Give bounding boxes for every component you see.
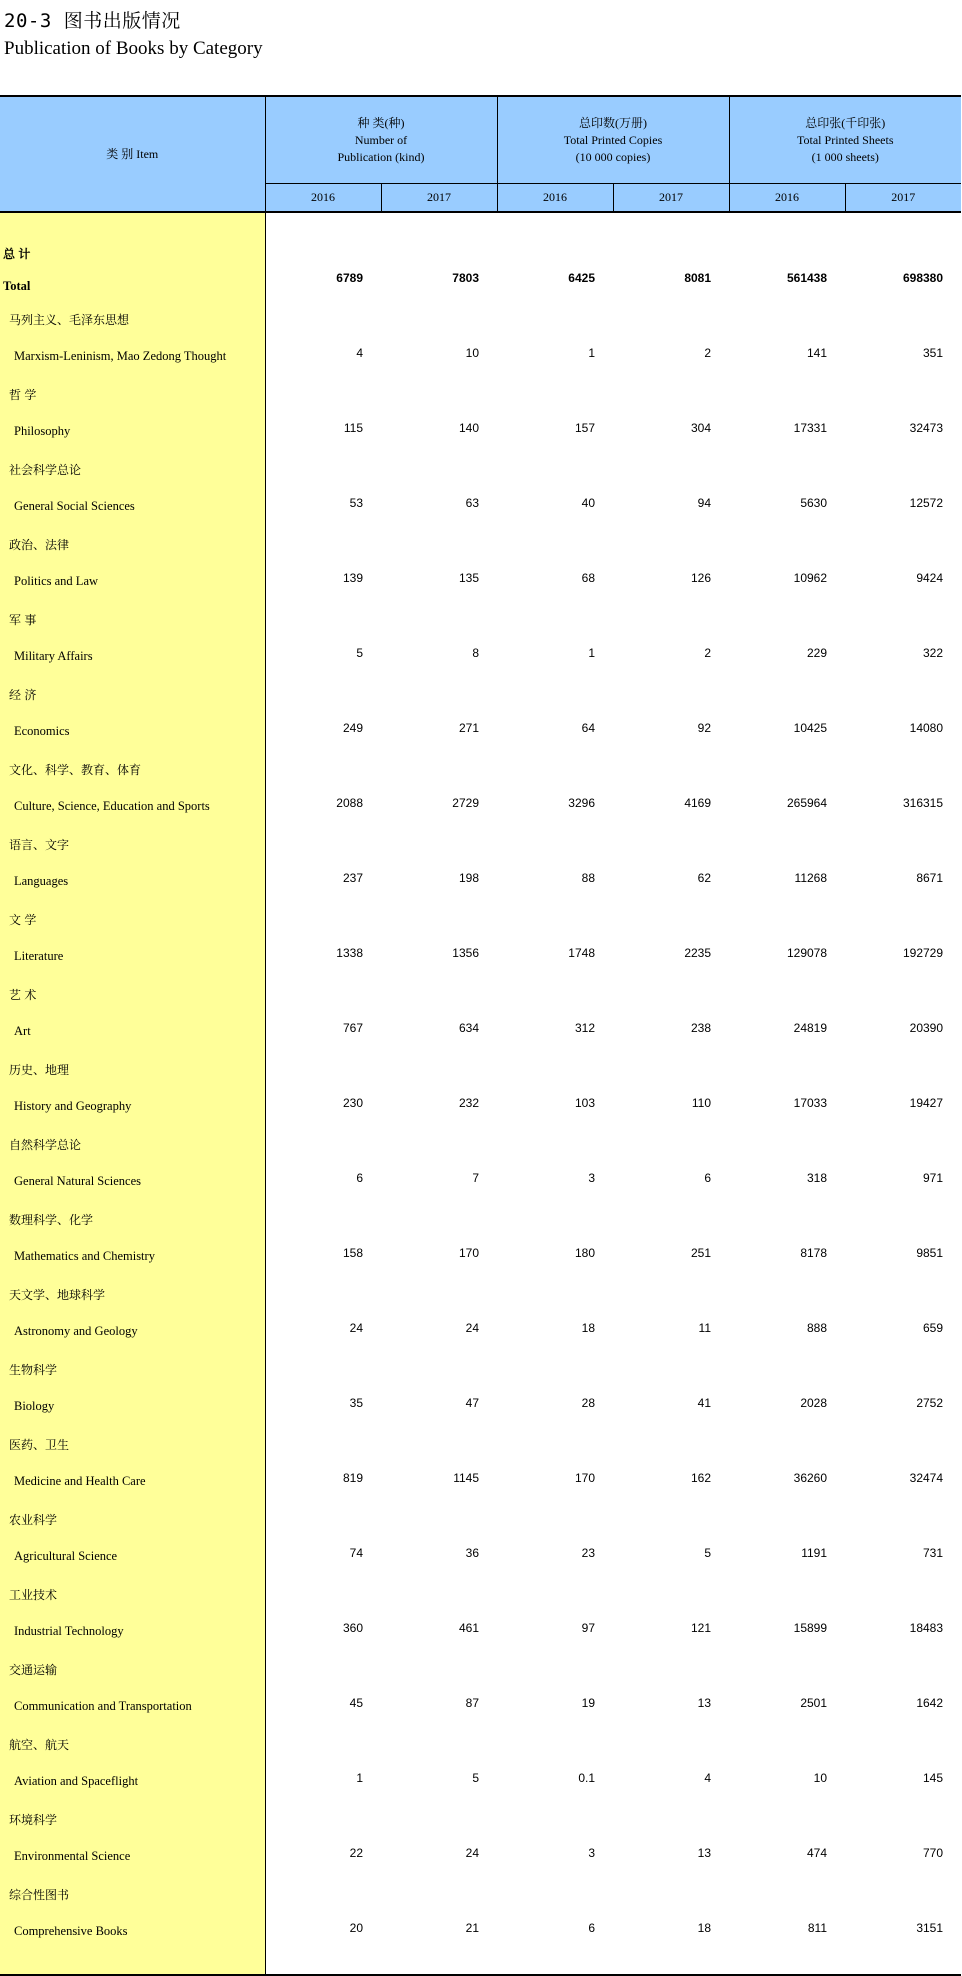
value-cell: 5 <box>704 1546 712 1560</box>
value-cell: 135 <box>458 571 479 585</box>
table-row <box>0 521 961 596</box>
value-cell: 770 <box>923 1846 944 1860</box>
value-cell: 24 <box>465 1846 479 1860</box>
value-cell: 10 <box>813 1771 828 1785</box>
value-cell: 162 <box>690 1471 712 1485</box>
value-cell: 6 <box>704 1171 712 1185</box>
category-label-en: Industrial Technology <box>14 1624 124 1638</box>
value-cell: 1191 <box>801 1546 828 1560</box>
value-cell: 3151 <box>916 1921 944 1935</box>
value-cell: 3296 <box>568 796 595 810</box>
value-cell: 19427 <box>909 1096 944 1110</box>
value-cell: 24819 <box>793 1021 828 1035</box>
value-cell: 4 <box>704 1771 712 1785</box>
category-label-cn: 哲 学 <box>9 388 37 402</box>
value-cell: 121 <box>690 1621 712 1635</box>
value-cell: 1 <box>588 646 595 660</box>
value-cell: 316315 <box>902 796 944 810</box>
table-row <box>0 1121 961 1196</box>
value-cell: 62 <box>697 871 712 885</box>
value-cell: 24 <box>465 1321 479 1335</box>
value-cell: 170 <box>574 1471 595 1485</box>
table-row <box>0 1046 961 1121</box>
category-label-en: History and Geography <box>14 1099 132 1113</box>
value-cell: 139 <box>342 571 363 585</box>
category-cell <box>0 1121 265 1196</box>
category-cell <box>0 1721 265 1796</box>
table-row <box>0 821 961 896</box>
value-cell: 312 <box>574 1021 595 1035</box>
value-cell: 2729 <box>452 796 479 810</box>
category-label-en: Comprehensive Books <box>14 1924 128 1938</box>
category-label-en: Medicine and Health Care <box>14 1474 146 1488</box>
header-label-en: Total Printed Copies <box>563 132 663 147</box>
value-cell: 20390 <box>909 1021 944 1035</box>
table-row <box>0 1871 961 1946</box>
table-row <box>0 296 961 371</box>
value-cell: 18 <box>697 1921 712 1935</box>
value-cell: 731 <box>923 1546 944 1560</box>
value-cell: 461 <box>458 1621 479 1635</box>
value-cell: 1642 <box>916 1696 944 1710</box>
category-label-en: Military Affairs <box>14 649 93 663</box>
category-label-en: Aviation and Spaceflight <box>14 1774 139 1788</box>
header-total-printed-sheets <box>729 96 961 184</box>
category-cell <box>0 521 265 596</box>
value-cell: 94 <box>697 496 712 510</box>
value-cell: 1338 <box>336 946 363 960</box>
value-cell: 23 <box>581 1546 595 1560</box>
value-cell-empty <box>613 1946 729 1975</box>
value-cell: 36260 <box>793 1471 828 1485</box>
table-title-chinese: 20-3 图书出版情况 <box>4 10 181 32</box>
value-cell: 87 <box>465 1696 479 1710</box>
category-label-en: Languages <box>14 874 69 888</box>
value-cell: 1 <box>588 346 595 360</box>
value-cell: 2 <box>704 646 712 660</box>
value-cell: 249 <box>342 721 363 735</box>
table-row <box>0 896 961 971</box>
value-cell: 180 <box>574 1246 595 1260</box>
value-cell: 271 <box>458 721 479 735</box>
category-cell <box>0 1196 265 1271</box>
header-label-cn: 总印数(万册) <box>579 115 647 130</box>
category-label-cn: 历史、地理 <box>9 1063 70 1077</box>
value-cell: 198 <box>458 871 479 885</box>
table-body <box>0 212 961 1975</box>
category-label-cn: 综合性图书 <box>9 1888 70 1902</box>
category-label-en: Communication and Transportation <box>14 1699 192 1713</box>
value-cell: 474 <box>806 1846 828 1860</box>
value-cell: 13 <box>697 1696 712 1710</box>
category-label-cn: 文 学 <box>9 913 37 927</box>
value-cell: 53 <box>349 496 363 510</box>
category-cell <box>0 212 265 296</box>
value-cell: 40 <box>581 496 595 510</box>
category-label-cn: 文化、科学、教育、体育 <box>9 763 142 777</box>
value-cell: 322 <box>923 646 944 660</box>
category-label-en: Art <box>14 1024 31 1038</box>
category-cell <box>0 1871 265 1946</box>
value-cell: 10962 <box>793 571 828 585</box>
value-cell: 41 <box>697 1396 712 1410</box>
value-cell-empty <box>265 1946 381 1975</box>
value-cell: 634 <box>458 1021 479 1035</box>
value-cell: 659 <box>923 1321 944 1335</box>
value-cell: 6425 <box>568 271 595 285</box>
value-cell: 15899 <box>793 1621 828 1635</box>
value-cell: 0.1 <box>578 1771 595 1785</box>
category-label-en: Agricultural Science <box>14 1549 118 1563</box>
category-label-en: Economics <box>14 724 70 738</box>
table-row <box>0 1796 961 1871</box>
table-title-english: Publication of Books by Category <box>4 38 263 59</box>
category-cell <box>0 1346 265 1421</box>
value-cell: 1 <box>356 1771 363 1785</box>
value-cell: 7 <box>472 1171 479 1185</box>
year-header: 2017 <box>613 184 729 213</box>
category-cell <box>0 971 265 1046</box>
value-cell: 3 <box>588 1171 595 1185</box>
table-row <box>0 1196 961 1271</box>
category-cell <box>0 821 265 896</box>
header-label-cn: 种 类(种) <box>357 115 405 130</box>
category-label-en: Astronomy and Geology <box>14 1324 138 1338</box>
value-cell: 32473 <box>909 421 944 435</box>
category-label-cn: 艺 术 <box>9 988 37 1002</box>
value-cell: 6 <box>588 1921 595 1935</box>
category-cell <box>0 446 265 521</box>
value-cell: 7803 <box>452 271 479 285</box>
value-cell: 17033 <box>793 1096 828 1110</box>
value-cell: 5 <box>356 646 363 660</box>
category-label-cn: 航空、航天 <box>9 1738 70 1752</box>
value-cell: 141 <box>806 346 828 360</box>
category-label-cn: 总 计 <box>3 246 31 261</box>
value-cell: 63 <box>465 496 479 510</box>
value-cell: 5630 <box>800 496 828 510</box>
value-cell: 129078 <box>786 946 828 960</box>
category-label-cn: 工业技术 <box>9 1588 58 1602</box>
value-cell: 10425 <box>793 721 828 735</box>
value-cell: 8081 <box>684 271 712 285</box>
table-row <box>0 1271 961 1346</box>
value-cell: 115 <box>343 421 363 435</box>
header-label-en: Total Printed Sheets <box>797 132 894 147</box>
value-cell: 767 <box>342 1021 363 1035</box>
category-label-cn: 政治、法律 <box>9 538 70 552</box>
value-cell: 68 <box>581 571 595 585</box>
value-cell: 74 <box>349 1546 363 1560</box>
publication-table <box>0 95 961 1976</box>
value-cell: 126 <box>690 571 712 585</box>
header-label-en-unit: (1 000 sheets) <box>811 149 879 164</box>
value-cell: 13 <box>697 1846 712 1860</box>
value-cell: 251 <box>690 1246 712 1260</box>
header-label-en-unit: (10 000 copies) <box>575 149 651 164</box>
category-label-cn: 经 济 <box>9 688 37 702</box>
header-number-of-publication <box>265 96 497 184</box>
category-label-en: General Social Sciences <box>14 499 135 513</box>
category-cell-empty <box>0 1946 265 1975</box>
value-cell: 698380 <box>902 271 944 285</box>
value-cell: 22 <box>349 1846 363 1860</box>
value-cell: 140 <box>458 421 479 435</box>
header-label-en: Number of <box>354 132 408 147</box>
table-row <box>0 1496 961 1571</box>
category-cell <box>0 1046 265 1121</box>
value-cell: 1145 <box>453 1471 479 1485</box>
category-label-en: Philosophy <box>14 424 71 438</box>
value-cell: 229 <box>806 646 828 660</box>
header-label-cn: 总印张(千印张) <box>805 115 886 130</box>
value-cell: 10 <box>465 346 479 360</box>
category-cell <box>0 296 265 371</box>
value-cell: 561438 <box>786 271 828 285</box>
category-label-en: Literature <box>14 949 64 963</box>
category-label-cn: 生物科学 <box>9 1363 58 1377</box>
value-cell: 232 <box>458 1096 479 1110</box>
value-cell: 9851 <box>916 1246 944 1260</box>
year-header: 2016 <box>729 184 845 213</box>
category-label-cn: 军 事 <box>9 613 37 627</box>
value-cell: 351 <box>923 346 944 360</box>
year-header: 2017 <box>381 184 497 213</box>
value-cell: 9424 <box>916 571 944 585</box>
value-cell: 819 <box>342 1471 363 1485</box>
category-label-cn: 社会科学总论 <box>9 463 82 477</box>
value-cell: 158 <box>342 1246 363 1260</box>
value-cell: 888 <box>806 1321 828 1335</box>
table-row <box>0 1421 961 1496</box>
value-cell: 4 <box>356 346 363 360</box>
value-cell: 1356 <box>452 946 479 960</box>
category-label-cn: 语言、文字 <box>9 838 70 852</box>
value-cell: 47 <box>465 1396 479 1410</box>
header-total-printed-copies <box>497 96 729 184</box>
value-cell: 318 <box>806 1171 828 1185</box>
value-cell: 64 <box>581 721 595 735</box>
value-cell: 36 <box>465 1546 479 1560</box>
table-row <box>0 596 961 671</box>
table-row <box>0 971 961 1046</box>
value-cell: 237 <box>342 871 363 885</box>
category-label-en: Marxism-Leninism, Mao Zedong Thought <box>14 349 227 363</box>
year-header: 2017 <box>845 184 961 213</box>
value-cell-empty <box>729 1946 845 1975</box>
value-cell-empty <box>497 1946 613 1975</box>
category-cell <box>0 896 265 971</box>
category-label-en: Environmental Science <box>14 1849 131 1863</box>
category-label-cn: 交通运输 <box>9 1663 58 1677</box>
category-cell <box>0 1496 265 1571</box>
value-cell: 304 <box>690 421 712 435</box>
value-cell: 2 <box>704 346 712 360</box>
value-cell: 18483 <box>909 1621 944 1635</box>
value-cell: 6 <box>356 1171 363 1185</box>
value-cell: 3 <box>588 1846 595 1860</box>
value-cell: 32474 <box>909 1471 944 1485</box>
category-cell <box>0 371 265 446</box>
value-cell: 21 <box>465 1921 479 1935</box>
category-cell <box>0 746 265 821</box>
table-row <box>0 1571 961 1646</box>
category-cell <box>0 1571 265 1646</box>
table-row <box>0 671 961 746</box>
value-cell: 971 <box>923 1171 944 1185</box>
table-row <box>0 746 961 821</box>
category-cell <box>0 596 265 671</box>
category-label-cn: 自然科学总论 <box>9 1138 82 1152</box>
category-label-cn: 马列主义、毛泽东思想 <box>9 313 130 327</box>
category-cell <box>0 1796 265 1871</box>
value-cell: 14080 <box>909 721 944 735</box>
value-cell: 11268 <box>794 871 828 885</box>
value-cell: 170 <box>458 1246 479 1260</box>
category-label-en: General Natural Sciences <box>14 1174 142 1188</box>
category-cell <box>0 1271 265 1346</box>
value-cell: 2235 <box>684 946 712 960</box>
value-cell: 45 <box>349 1696 363 1710</box>
value-cell: 238 <box>690 1021 712 1035</box>
table-row <box>0 1346 961 1421</box>
category-label-en: Politics and Law <box>14 574 99 588</box>
value-cell: 811 <box>807 1921 828 1935</box>
value-cell: 230 <box>342 1096 363 1110</box>
value-cell: 2028 <box>800 1396 828 1410</box>
category-label-en: Biology <box>14 1399 55 1413</box>
category-label-en: Mathematics and Chemistry <box>14 1249 155 1263</box>
value-cell: 360 <box>342 1621 363 1635</box>
category-label-cn: 数理科学、化学 <box>9 1213 94 1227</box>
category-label-cn: 天文学、地球科学 <box>9 1288 106 1302</box>
value-cell-empty <box>381 1946 497 1975</box>
value-cell: 24 <box>349 1321 363 1335</box>
value-cell: 8671 <box>916 871 944 885</box>
value-cell: 4169 <box>684 796 712 810</box>
value-cell: 157 <box>574 421 595 435</box>
value-cell: 35 <box>349 1396 363 1410</box>
category-label-cn: 环境科学 <box>9 1813 58 1827</box>
value-cell: 19 <box>581 1696 595 1710</box>
year-header: 2016 <box>265 184 381 213</box>
table-row <box>0 1721 961 1796</box>
table-row <box>0 446 961 521</box>
value-cell: 110 <box>691 1096 712 1110</box>
category-cell <box>0 1646 265 1721</box>
value-cell: 20 <box>349 1921 363 1935</box>
value-cell: 265964 <box>786 796 828 810</box>
value-cell: 8178 <box>800 1246 828 1260</box>
category-label-en: Total <box>3 278 31 293</box>
value-cell: 2088 <box>336 796 363 810</box>
value-cell: 2752 <box>916 1396 944 1410</box>
value-cell: 6789 <box>336 271 363 285</box>
table-row <box>0 371 961 446</box>
value-cell: 2501 <box>800 1696 828 1710</box>
category-label-cn: 农业科学 <box>9 1513 58 1527</box>
value-cell: 92 <box>697 721 712 735</box>
value-cell: 17331 <box>793 421 828 435</box>
value-cell: 5 <box>472 1771 479 1785</box>
total-row <box>0 212 961 296</box>
value-cell: 103 <box>574 1096 595 1110</box>
value-cell: 1748 <box>568 946 595 960</box>
table-row <box>0 1646 961 1721</box>
table-end-row <box>0 1946 961 1975</box>
category-label-cn: 医药、卫生 <box>9 1438 70 1452</box>
value-cell: 28 <box>581 1396 595 1410</box>
category-cell <box>0 671 265 746</box>
value-cell: 88 <box>581 871 595 885</box>
value-cell: 8 <box>472 646 479 660</box>
value-cell-empty <box>845 1946 961 1975</box>
category-label-en: Culture, Science, Education and Sports <box>14 799 210 813</box>
item-column-header: 类 别 Item <box>0 96 265 212</box>
value-cell: 12572 <box>909 496 944 510</box>
value-cell: 145 <box>923 1771 944 1785</box>
category-cell <box>0 1421 265 1496</box>
value-cell: 18 <box>581 1321 595 1335</box>
year-header: 2016 <box>497 184 613 213</box>
header-label-en-unit: Publication (kind) <box>337 149 425 164</box>
value-cell: 11 <box>698 1321 712 1335</box>
value-cell: 192729 <box>902 946 944 960</box>
value-cell: 97 <box>581 1621 595 1635</box>
